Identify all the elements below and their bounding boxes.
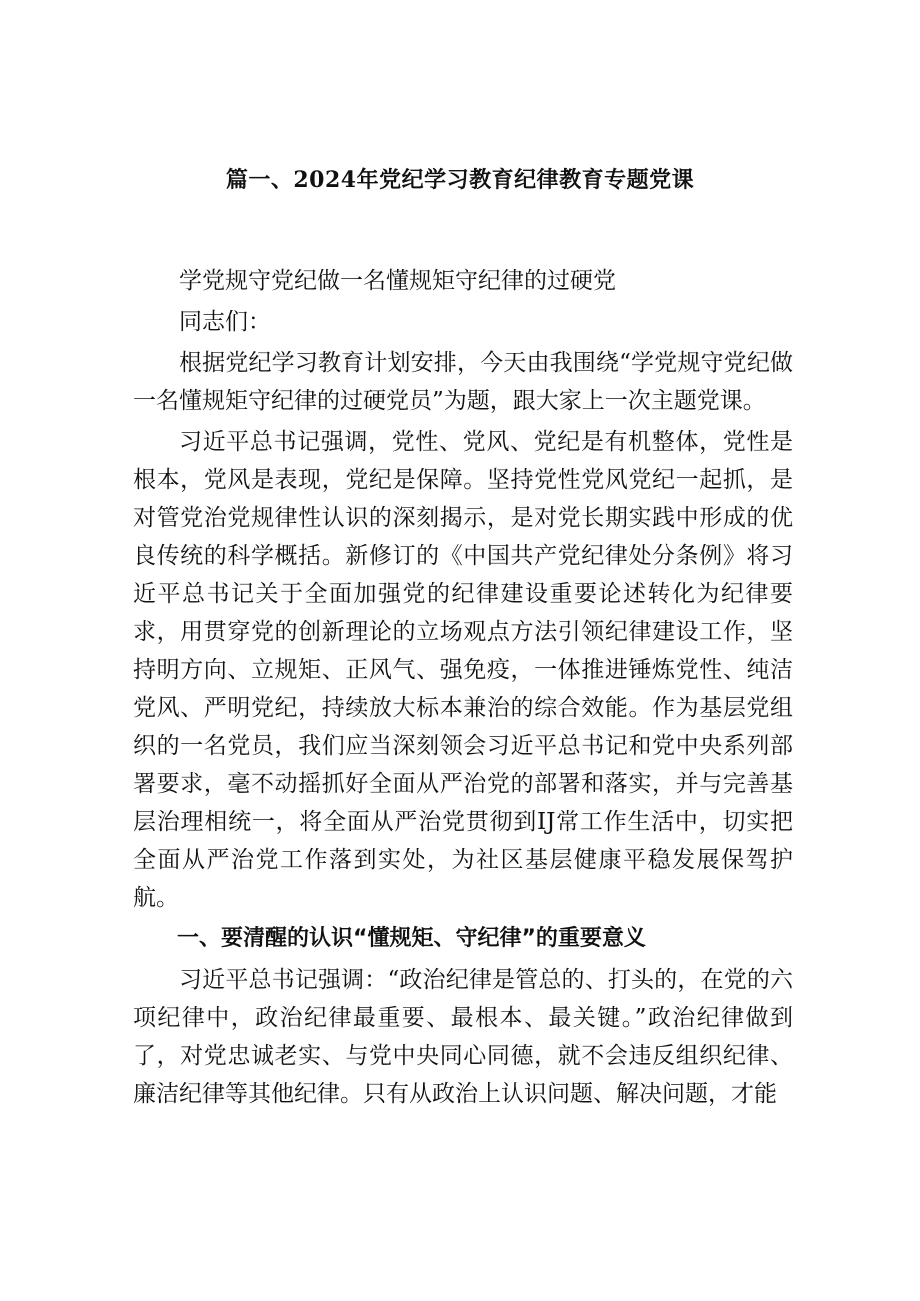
document-title: 篇一、2024年党纪学习教育纪律教育专题党课 [225, 167, 695, 193]
paragraph-section-one: 习近平总书记强调：“政治纪律是管总的、打头的，在党的六项纪律中，政治纪律最重要、最根本、最关键。”政治纪律做到了，对党忠诚老实、与党中央同心同德，就不会违反组织纪律、廉洁纪律等其他纪律。只有从政治上认识问题、解决问题，才能 [133, 967, 793, 1107]
document-body [133, 262, 793, 1116]
paragraph-intro: 根据党纪学习教育计划安排，今天由我围绕“学党规守党纪做一名懂规矩守纪律的过硬党员”为题，跟大家上一次主题党课。 [133, 350, 793, 414]
paragraph-main: 习近平总书记强调，党性、党风、党纪是有机整体，党性是根本，党风是表现，党纪是保障。坚持党性党风党纪一起抓，是对管党治党规律性认识的深刻揭示，是对党长期实践中形成的优良传统的科学概括。新修订的《中国共产党纪律处分条例》将习近平总书记关于全面加强党的纪律建设重要论述转化为纪律要求，用贯穿党的创新理论的立场观点方法引领纪律建设工作，坚持明方向、立规矩、正风气、强免疫，一体推进锤炼党性、纯洁党风、严明党纪，持续放大标本兼治的综合效能。作为基层党组织的一名党员，我们应当深刻领会习近平总书记和党中央系列部署要求，毫不动摇抓好全面从严治党的部署和落实，并与完善基层治理相统一，将全面从严治党贯彻到IJ常工作生活中，切实把全面从严治党工作落到实处，为社区基层健康平稳发展保驾护航。 [133, 429, 793, 911]
paragraph-subtitle: 学党规守党纪做一名懂规矩守纪律的过硬党 [179, 268, 616, 294]
paragraph-salutation: 同志们： [179, 309, 271, 335]
section-heading: 一、要清醒的认识“懂规矩、守纪律”的重要意义 [177, 926, 646, 951]
